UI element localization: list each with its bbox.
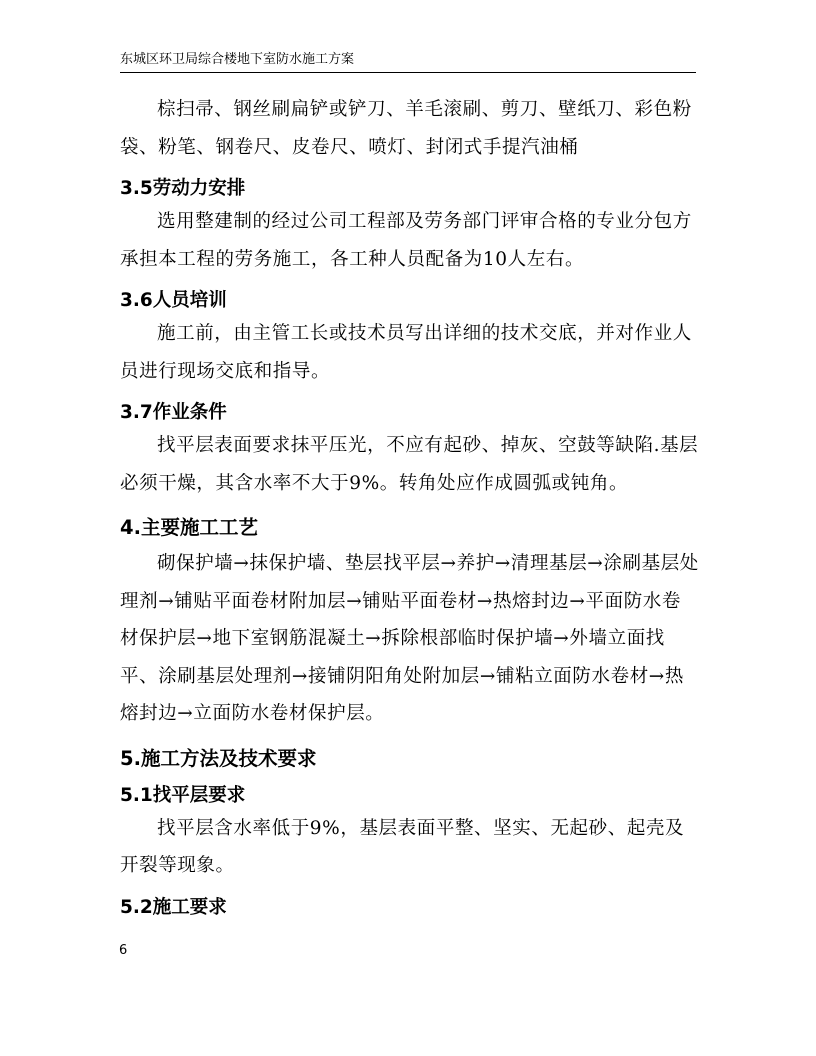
- document-body: [120, 91, 700, 922]
- section-5-1-heading: 5.1找平层要求: [120, 784, 246, 806]
- section-5-heading: 5.施工方法及技术要求: [120, 746, 317, 770]
- section-5-1-text: 找平层含水率低于9%，基层表面平整、坚实、无起砂、起壳及开裂等现象。: [120, 817, 685, 876]
- section-4-text: 砌保护墙→抹保护墙、垫层找平层→养护→清理基层→涂刷基层处理剂→铺贴平面卷材附加层→铺贴平面卷材→热熔封边→平面防水卷材保护层→地下室钢筋混凝土→拆除根部临时保护墙→外墙立面找平、涂刷基层处理剂→接铺阴阳角处附加层→铺粘立面防水卷材→热熔封边→立面防水卷材保护层。: [120, 553, 699, 724]
- section-4-heading: 4.主要施工工艺: [120, 516, 258, 539]
- running-header: 东城区环卫局综合楼地下室防水施工方案: [120, 52, 696, 73]
- page-number: 6: [119, 943, 128, 958]
- section-3-5-text: 选用整建制的经过公司工程部及劳务部门评审合格的专业分包方承担本工程的劳务施工，各工种人员配备为10人左右。: [120, 211, 692, 270]
- section-3-6-heading: 3.6人员培训: [120, 290, 227, 311]
- tools-paragraph: 棕扫帚、钢丝刷扁铲或铲刀、羊毛滚刷、剪刀、壁纸刀、彩色粉袋、粉笔、钢卷尺、皮卷尺、喷灯、封闭式手提汽油桶: [120, 99, 692, 158]
- section-3-7-heading: 3.7作业条件: [120, 402, 227, 423]
- section-3-6-text: 施工前，由主管工长或技术员写出详细的技术交底，并对作业人员进行现场交底和指导。: [120, 323, 692, 382]
- section-3-5-heading: 3.5劳动力安排: [120, 178, 246, 199]
- section-3-7-text: 找平层表面要求抹平压光，不应有起砂、掉灰、空鼓等缺陷.基层必须干燥，其含水率不大于9%。转角处应作成圆弧或钝角。: [120, 435, 699, 494]
- section-5-2-heading: 5.2施工要求: [120, 896, 227, 918]
